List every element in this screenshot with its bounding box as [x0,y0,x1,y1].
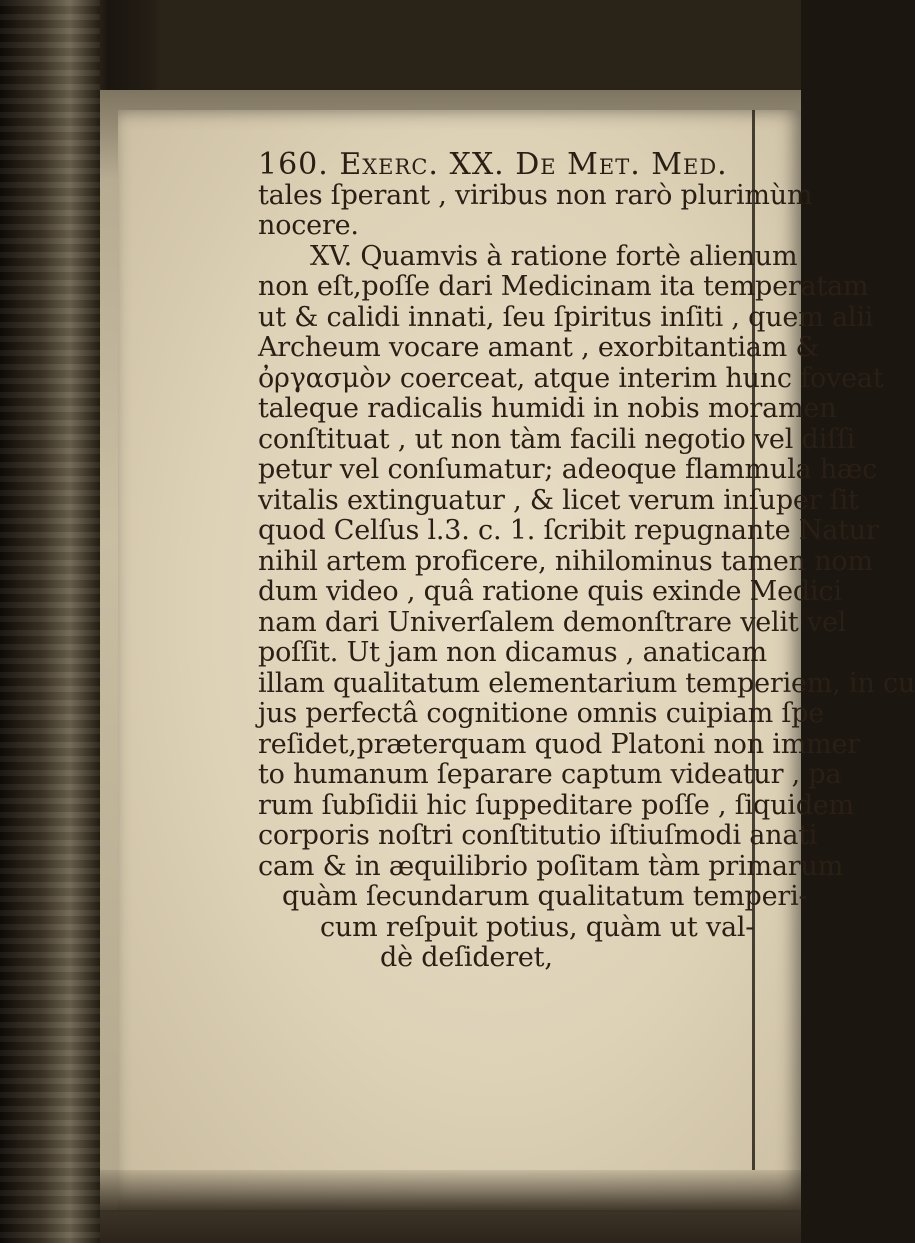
text-line: quod Celſus l.3. c. 1. ſcribit repugnante Natur [258,515,879,546]
text-line: nihil artem proficere, nihilominus tamen nom [258,545,873,577]
text-line: reſidet,præterquam quod Platoni non immer [258,728,861,760]
text-line: cum reſpuit potius, quàm ut val- [320,911,755,943]
text-line: tales ſperant , viribus non rarò plurimùm [258,179,813,211]
text-line: ὀργασμὸν coerceat, atque interim hunc foveat [258,362,884,394]
text-line: ut & calidi innati, ſeu ſpiritus inſiti , quem alii [258,301,874,333]
bottom-shadow [100,1170,801,1243]
text-line: Archeum vocare amant , exorbitantiam & [258,332,820,363]
text-line: conſtituat , ut non tàm facili negotio vel diſſi [258,423,856,455]
text-line: non eſt,poſſe dari Medicinam ita temperatam [258,271,869,302]
text-line: nam dari Univerſalem demonſtrare velit vel [258,606,847,638]
text-line: nocere. [258,210,359,241]
text-line: cam & in æquilibrio poſitam tàm primarum [258,850,844,882]
text-line: vitalis extinguatur , & licet verum inſuper ſit [258,484,859,516]
text-line: to humanum ſeparare captum videatur , pa [258,759,842,790]
text-line: corporis noſtri conſtitutio iſtiuſmodi anati [258,820,818,851]
text-line: poſſit. Ut jam non dicamus , anaticam [258,637,767,668]
text-line: illam qualitatum elementarium temperiem, in cu [258,667,915,699]
book-spine-edge [0,0,100,1243]
text-line: jus perfectâ cognitione omnis cuipiam ſpe [258,698,825,729]
page-text [258,147,915,974]
text-line: XV. Quamvis à ratione fortè alienum [310,240,798,272]
text-line: dum video , quâ ratione quis exinde Medici [258,576,842,607]
text-line: rum ſubſidii hic ſuppeditare poſſe , ſiquidem [258,789,854,821]
text-line: quàm ſecundarum qualitatum temperi- [282,881,808,912]
running-header: 160. Exerc. XX. De Met. Med. [258,147,728,182]
text-line: taleque radicalis humidi in nobis moramen [258,393,837,424]
text-line: dè deſideret, [380,942,553,973]
text-line: petur vel conſumatur; adeoque flammula hæc [258,454,878,485]
